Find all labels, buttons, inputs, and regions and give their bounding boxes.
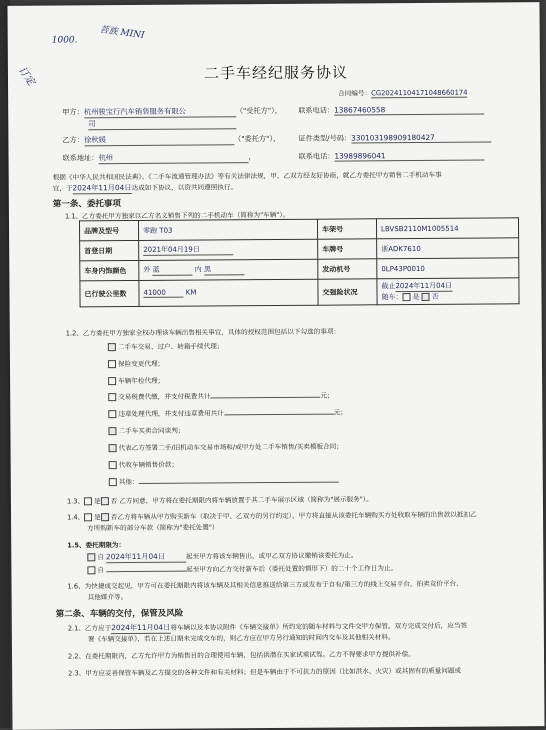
- handwritten-note-model: 菩族 MINI: [98, 25, 145, 41]
- checkbox[interactable]: [109, 478, 117, 486]
- plate-label: 车牌号: [318, 239, 377, 259]
- clause-1-4-cont: 方所购新车的部分车款（简称为"委托处置"）: [87, 523, 219, 533]
- vin-value: LBVSB2110M1005514: [376, 218, 518, 239]
- mileage-value: 41000 KM: [139, 279, 318, 306]
- clause-2-2: 2.2、在委托期限内，乙方允许甲方为销售目的合理使用车辆，包括供潜在买家试乘试驾。乙方不得要求甲方提供补偿。: [67, 650, 415, 661]
- engine-value: 0LP43P0010: [377, 258, 519, 279]
- handwritten-note-amount: 1000.: [51, 35, 78, 46]
- color-value: 外 蓝 内 黑: [139, 259, 318, 280]
- option-inspection[interactable]: 车辆年检代理；: [108, 375, 164, 385]
- checkbox-1-4-no[interactable]: [101, 513, 109, 521]
- preamble-line1: 根据《中华人民共和国民法典》、《二手车流通管理办法》等有关法律法规，甲、乙双方经友好协商，就乙方委托甲方销售二手机动车事: [52, 170, 442, 182]
- section-2-title: 第二条、车辆的交付，保管及风险: [55, 608, 184, 620]
- checkbox-1-3-yes[interactable]: [84, 497, 92, 505]
- option-sign-contract[interactable]: 代表乙方签署二手/旧机动车交易市场和/或甲方处二手车销售/买卖模板合同；: [109, 441, 343, 453]
- brand-label: 品牌及型号: [79, 220, 138, 240]
- contract-page: [7, 2, 544, 730]
- checkbox[interactable]: [108, 377, 116, 385]
- checkbox-term-2[interactable]: [87, 566, 95, 574]
- plate-value: 浙ADK7610: [377, 238, 519, 259]
- party-a-phone: 联系电话：13867460558: [298, 105, 484, 116]
- checkbox-renew-no[interactable]: [402, 293, 410, 301]
- clause-2-1: 2.1、乙方应于2024年11月04日将车辆以及本协议附件《车辆交接单》所约定的随车材料与文件交甲方保管。双方完成交付后，应当签: [67, 621, 468, 633]
- reg-date-label: 首登日期: [80, 240, 139, 260]
- option-violation[interactable]: 违章处理代理，并支付违章费用共计 元；: [108, 407, 347, 419]
- checkbox[interactable]: [109, 461, 117, 469]
- option-negotiation[interactable]: 二手车买卖合同谈判；: [108, 425, 184, 436]
- option-insurance[interactable]: 保险变更代理；: [108, 358, 164, 368]
- term-option-1: 自 2024年11月04日 起至甲方将该车辆售出，或甲乙双方协议撤销该委托为止。: [87, 549, 357, 563]
- checkbox[interactable]: [108, 343, 116, 351]
- party-b-id: 证件类型/号码：330103198909180427: [298, 132, 491, 143]
- checkbox-1-4-yes[interactable]: [84, 513, 92, 521]
- clause-1-1: 1.1、乙方委托甲方独家以乙方名义销售下列的二手机动车（简称为"车辆"）。: [64, 210, 290, 221]
- brand-value: 零跑 T03: [138, 219, 317, 240]
- clause-2-3: 2.3、甲方应妥善保管车辆及乙方提交的各种文件和有关材料；但是车辆由于不可抗力的原因（比如洪水、火灾）或其固有的质量问题或: [68, 666, 462, 678]
- checkbox-renew-yes[interactable]: [422, 293, 430, 301]
- checkbox[interactable]: [108, 410, 116, 418]
- clause-1-6: 1.6、为快捷成交起见，甲方可在委托期限内将该车辆及其相关信息推送给第三方或发布于自有/第三方的线上交易平台、拍卖竞价平台、: [67, 579, 463, 591]
- clause-1-6-cont: 其他媒介等。: [87, 593, 128, 602]
- section-1-title: 第一条、委托事项: [52, 199, 121, 210]
- option-other[interactable]: 其他：: [109, 475, 339, 487]
- vin-label: 车架号: [317, 219, 376, 239]
- checkbox-term-1[interactable]: [87, 553, 95, 561]
- clause-1-2: 1.2、乙方委托甲方独家全权办理该车辆出售相关事宜，具体的授权范围包括以下勾选的事项：: [65, 327, 341, 338]
- clause-1-3: 1.3、 是 否 乙方同意，甲方将在委托期限内将车辆放置于其二手车展示区域（简称为"展示服务"）。: [66, 495, 373, 506]
- preamble-line2: 宜，于2024年11月04日达成如下协议，以资共同遵照执行。: [52, 183, 238, 193]
- party-a-name-cont: 司: [88, 118, 236, 130]
- checkbox[interactable]: [108, 360, 116, 368]
- contract-number: 合同编号：CG20241104171048660174: [338, 88, 468, 98]
- checkbox[interactable]: [108, 393, 116, 401]
- checkbox[interactable]: [108, 427, 116, 435]
- clause-1-5-title: 1.5、委托期限为：: [67, 541, 126, 550]
- clause-2-1-cont: 署《车辆交接单》，若在上述日期未完成交车的，则乙方应在甲方另行通知的时间内交车及其他相关材料。: [87, 633, 395, 644]
- party-b-address: 联系地址：杭州 ，: [62, 152, 256, 163]
- option-tax[interactable]: 交易税费代缴，并支付税费共计 元；: [108, 390, 334, 402]
- color-label: 车身内饰颜色: [80, 260, 139, 280]
- option-collect-payment[interactable]: 代收车辆销售价款；: [109, 459, 178, 469]
- checkbox[interactable]: [109, 444, 117, 452]
- party-b-phone: 联系电话：13989896041: [299, 151, 485, 162]
- term-option-2: 自 起至甲方向乙方交付新车后（委托处置的情形下）的二十个工作日为止。: [87, 562, 397, 574]
- party-a: 甲方：杭州骏宝行汽车销售服务有限公 （"受托方"），: [62, 105, 282, 117]
- party-b: 乙方：徐秋媛 （"委托方"），: [62, 133, 281, 145]
- insurance-value: 截止2024年11月04日 随车： 是 否: [377, 278, 519, 305]
- vehicle-info-table: [79, 217, 520, 307]
- clause-1-4: 1.4、 是 否乙方将车辆从甲方购买新车（取决于甲、乙双方的另行约定），甲方将直接从该委托车辆购买方处收取车辆的出售款以抵扣乙: [67, 510, 477, 522]
- engine-label: 发动机号: [318, 259, 377, 279]
- checkbox-1-3-no[interactable]: [101, 497, 109, 505]
- option-transfer[interactable]: 二手车交易、过户、转籍手续代理；: [108, 340, 224, 351]
- page-title: 二手车经纪服务协议: [203, 63, 349, 83]
- mileage-label: 已行驶公里数: [80, 280, 139, 306]
- handwritten-note-side: 订定: [16, 65, 37, 88]
- reg-date-value: 2021年04月19日: [139, 239, 318, 260]
- insurance-label: 交强险状况: [318, 279, 377, 305]
